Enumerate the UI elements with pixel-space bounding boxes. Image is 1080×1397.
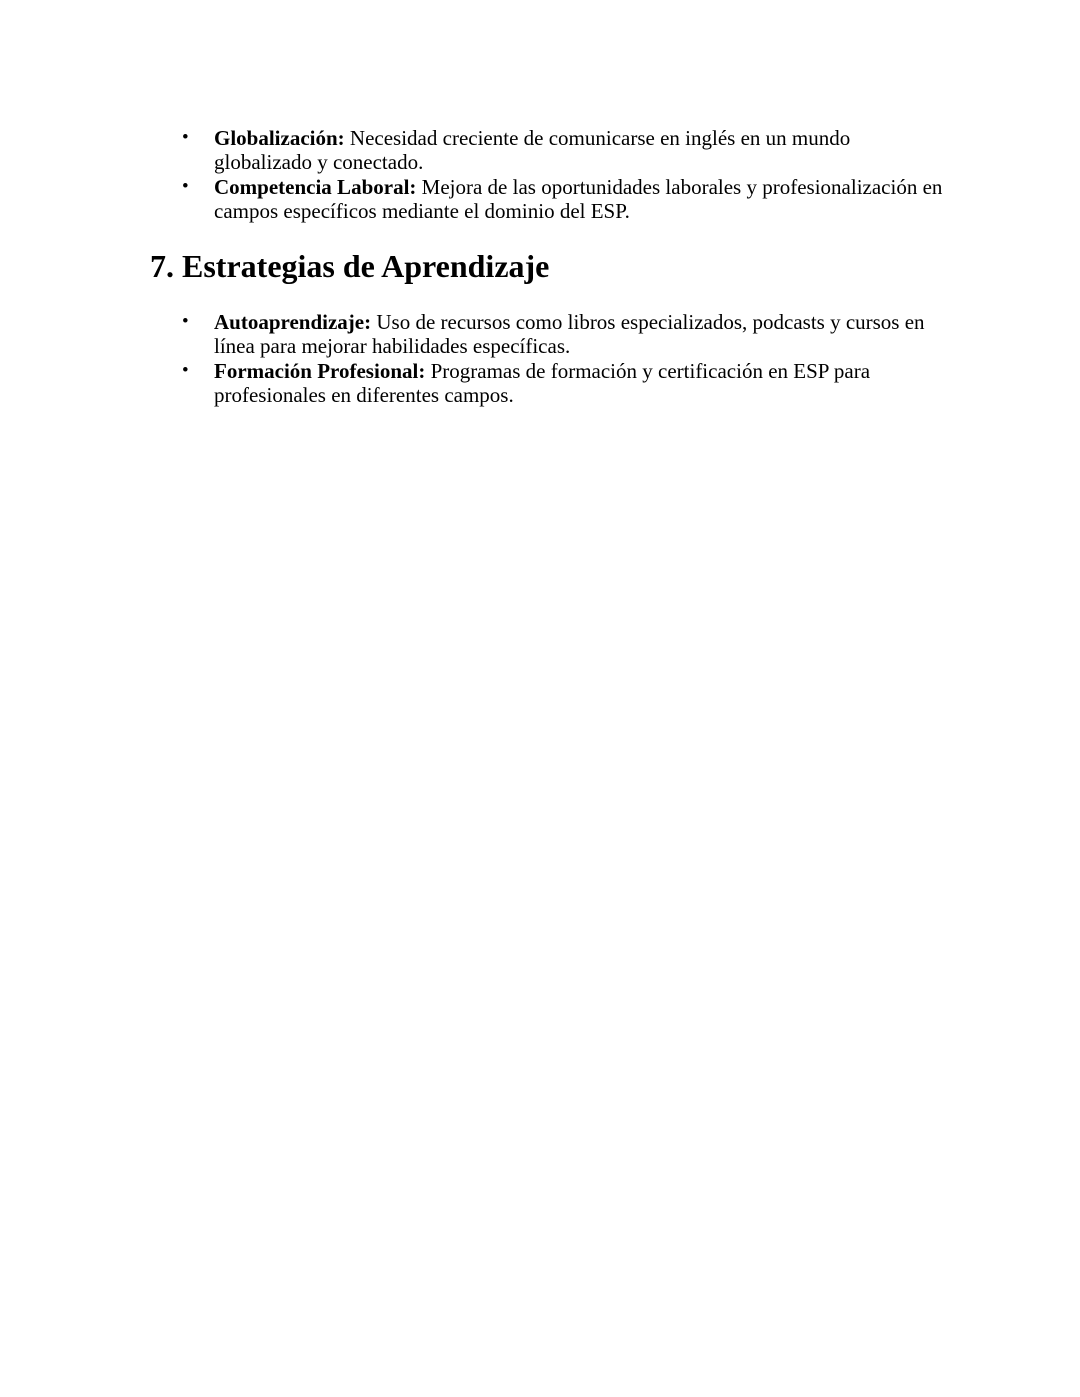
bullet-list-section-6 (182, 126, 944, 224)
bullet-icon: • (182, 127, 189, 148)
list-item-globalizacion (182, 126, 944, 175)
item-term: Competencia Laboral: (214, 174, 422, 199)
item-text: Necesidad creciente de comunicarse en inglés en un mundo globalizado y conectado. (214, 126, 851, 175)
bullet-icon: • (182, 311, 189, 332)
list-item-autoaprendizaje (182, 310, 944, 359)
item-text: Uso de recursos como libros especializados, podcasts y cursos en línea para mejorar habilidades específicas. (214, 310, 925, 359)
item-text: Mejora de las oportunidades laborales y profesionalización en campos específicos mediante el dominio del ESP. (214, 174, 943, 224)
item-text: Programas de formación y certificación en ESP para profesionales en diferentes campos. (214, 358, 871, 408)
bullet-icon: • (182, 359, 189, 381)
item-term: Globalización: (214, 126, 350, 150)
item-term: Autoaprendizaje: (214, 310, 377, 334)
bullet-icon: • (182, 175, 189, 197)
bullet-list-section-7 (182, 310, 944, 408)
list-item-formacion-profesional (182, 358, 944, 408)
section-heading: 7. Estrategias de Aprendizaje (150, 248, 550, 284)
list-item-competencia-laboral (182, 174, 944, 224)
item-term: Formación Profesional: (214, 358, 431, 383)
